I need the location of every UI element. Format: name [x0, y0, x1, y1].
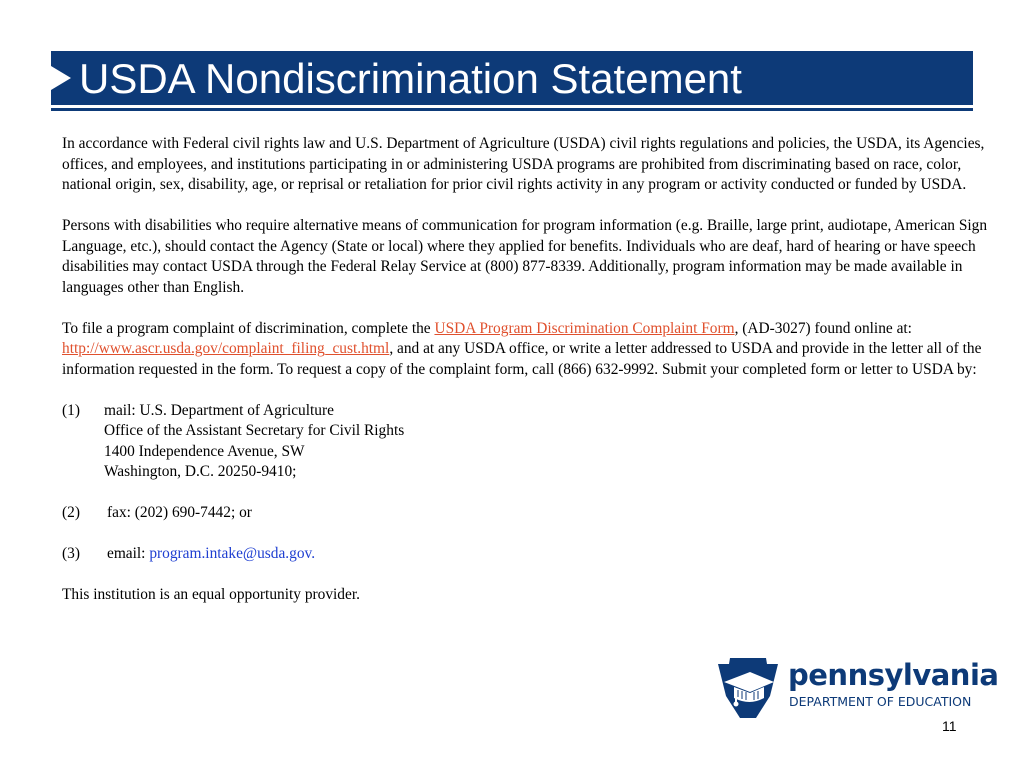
mail-label: mail: U.S. Department of Agriculture	[104, 401, 334, 419]
list-item-email	[62, 544, 992, 565]
keystone-graduation-cap-icon	[716, 656, 780, 720]
complaint-text-middle: , (AD-3027) found online at:	[734, 319, 912, 337]
page-number: 11	[942, 718, 957, 734]
arrow-right-icon	[51, 66, 71, 90]
paragraph-civil-rights: In accordance with Federal civil rights law and U.S. Department of Agriculture (USDA) civil rights regulations and policies, the USDA, its Agencies, offices, and employees, and institutions participating in or administering USDA programs are prohibited from discriminating based on race, color, national origin, sex, disability, age, or reprisal or retaliation for prior civil rights activity in any program or activity conducted or funded by USDA.	[62, 135, 985, 193]
logo-wordmark: pennsylvania	[788, 658, 999, 692]
complaint-url-link[interactable]: http://www.ascr.usda.gov/complaint_filing_cust.html	[62, 340, 390, 357]
paragraph-complaint	[62, 319, 992, 381]
list-number: (1)	[62, 401, 80, 419]
list-item-fax	[62, 503, 992, 524]
complaint-text-end: , and at any USDA office, or write a letter addressed to USDA and provide in the letter all of the information requested in the form. To request a copy of the complaint form, call (866) 632-9992. Submit your completed form or letter to USDA by:	[62, 340, 982, 378]
pa-education-logo	[716, 656, 999, 720]
closing-statement: This institution is an equal opportunity provider.	[62, 586, 360, 603]
address-line: 1400 Independence Avenue, SW	[104, 442, 305, 460]
fax-text: fax: (202) 690-7442; or	[107, 504, 252, 521]
email-link[interactable]: program.intake@usda.gov.	[149, 545, 316, 562]
list-number: (2)	[62, 504, 80, 521]
complaint-text-intro: To file a program complaint of discrimination, complete the	[62, 319, 435, 337]
complaint-form-link[interactable]: USDA Program Discrimination Complaint Form	[434, 319, 735, 337]
mail-address-block	[104, 401, 404, 483]
page-title: USDA Nondiscrimination Statement	[79, 55, 742, 102]
list-item-mail	[62, 401, 992, 483]
email-label: email:	[107, 545, 150, 562]
address-line: Washington, D.C. 20250-9410;	[104, 463, 297, 480]
title-bar	[51, 51, 973, 108]
address-line: Office of the Assistant Secretary for Civil Rights	[104, 422, 405, 439]
email-line	[107, 544, 315, 565]
statement-body	[62, 134, 992, 626]
logo-department: DEPARTMENT OF EDUCATION	[789, 694, 972, 709]
paragraph-disabilities: Persons with disabilities who require alternative means of communication for program information (e.g. Braille, large print, audiotape, American Sign Language, etc.), should contact the Agency (State or local) where they applied for benefits. Individuals who are deaf, hard of hearing or have speech disabilities may contact USDA through the Federal Relay Service at (800) 877-8339. Additionally, program information may be made available in languages other than English.	[62, 217, 988, 296]
list-number: (3)	[62, 545, 80, 562]
